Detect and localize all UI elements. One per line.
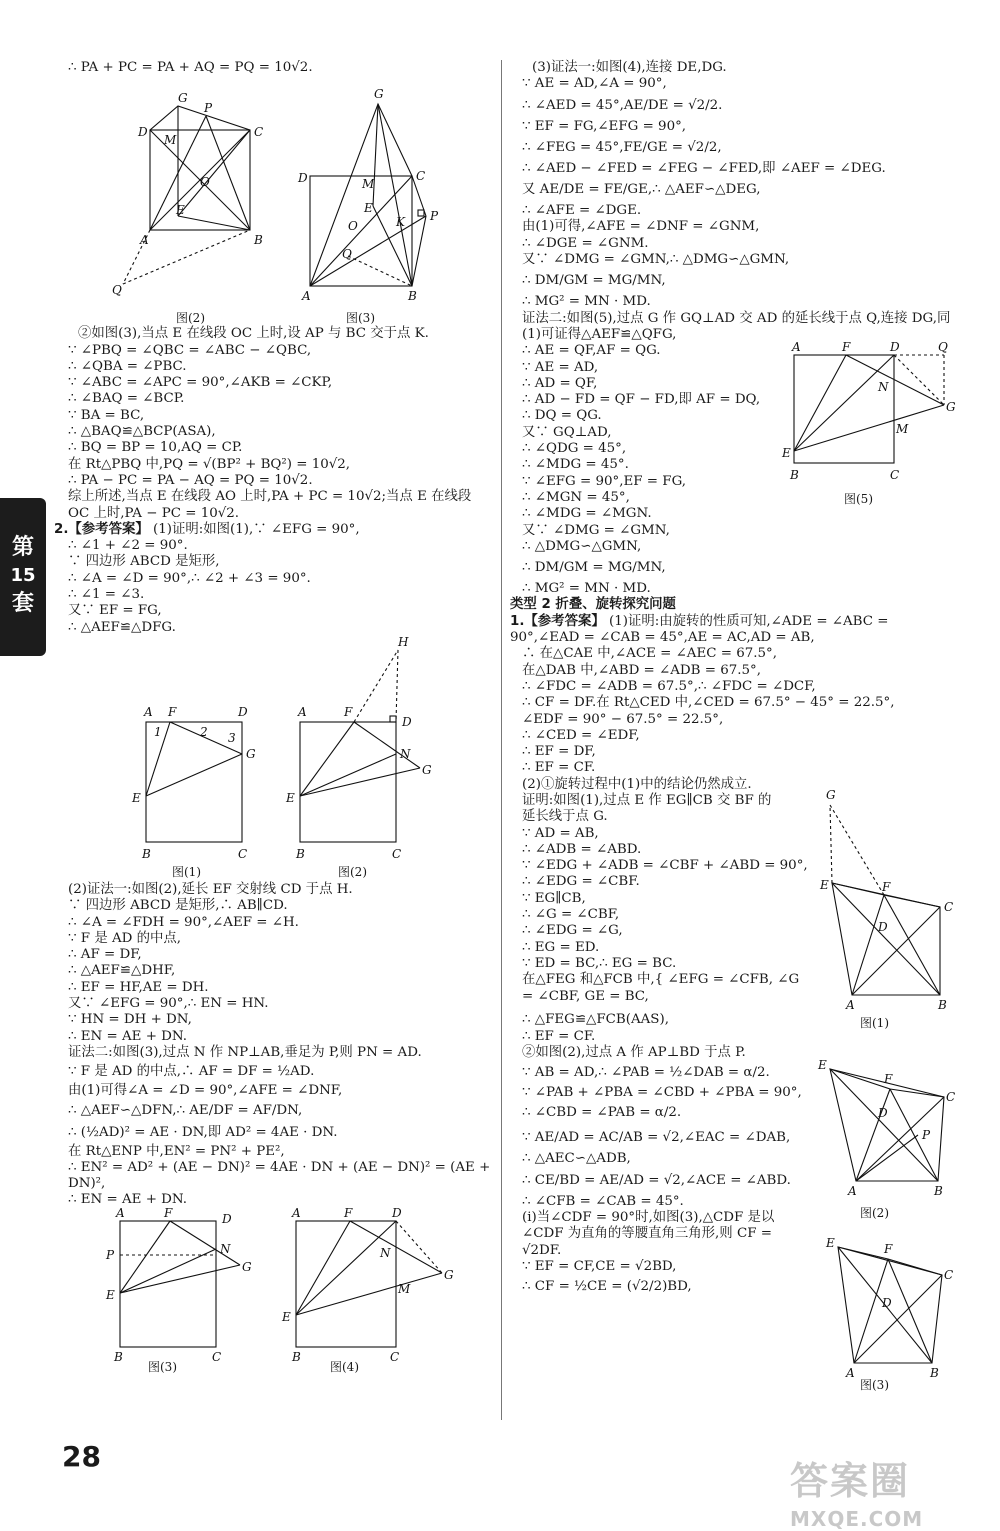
text-line: ∵ EF = FG,∠EFG = 90°,: [522, 118, 687, 134]
svg-text:G: G: [178, 91, 188, 106]
svg-text:G: G: [422, 762, 432, 777]
text-line: 证明:如图(1),过点 E 作 EG∥CB 交 BF 的: [522, 792, 772, 808]
svg-text:3: 3: [228, 730, 236, 745]
rotation-figure-1: [822, 785, 962, 1035]
text-line: ∴ MG² = MN · MD.: [522, 294, 651, 310]
text-line: ∵ HN = DH + DN,: [68, 1012, 192, 1028]
svg-text:P: P: [430, 209, 439, 224]
tab-char: 第: [11, 535, 34, 560]
text-line: ∴ EF = CF.: [522, 1028, 596, 1044]
text-line: ∴ △AEC∽△ADB,: [522, 1151, 631, 1167]
text-line: ∵ ∠PBQ = ∠QBC = ∠ABC − ∠QBC,: [68, 342, 312, 358]
svg-text:C: C: [416, 169, 426, 184]
text-line: 又∵ ∠EFG = 90°,∴ EN = HN.: [68, 996, 269, 1012]
text-line: 在△FEG 和△FCB 中,{ ∠EFG = ∠CFB, ∠G = ∠CBF, GE = BC,: [522, 972, 800, 1004]
svg-text:B: B: [790, 468, 799, 483]
text-line: ∴ AE = QF,AF = QG.: [522, 343, 661, 359]
figure-caption: 图(3): [346, 311, 375, 326]
svg-text:B: B: [296, 846, 305, 861]
svg-text:P: P: [922, 1127, 931, 1142]
right-column: [510, 60, 962, 1392]
text-line: ∵ ∠EFG = 90°,EF = FG,: [522, 473, 687, 489]
text-line: ∴ MG² = MN · MD.: [522, 581, 651, 597]
svg-text:C: C: [944, 1267, 954, 1282]
text-line: ∵ AB = AD,∴ ∠PAB = ½∠DAB = α/2.: [522, 1065, 770, 1081]
svg-text:A: A: [140, 233, 149, 248]
text-line: 在 Rt△ENP 中,EN² = PN² + PE²,: [68, 1143, 285, 1159]
text-line: ∴ ∠EDG = ∠G,: [522, 923, 623, 939]
svg-text:D: D: [238, 704, 248, 719]
text-line: ∴ △AEF≌△DFG.: [68, 619, 176, 635]
svg-text:1: 1: [154, 724, 162, 739]
text-line: ∴ ∠AED − ∠FED = ∠FEG − ∠FED,即 ∠AEF = ∠DEG.: [522, 160, 886, 176]
text-line: ∠CDF 为直角的等腰直角三角形,则 CF =: [522, 1226, 772, 1242]
figure-caption: 图(2): [338, 864, 367, 879]
text-line: ∴ ∠MDG = ∠MGN.: [522, 506, 652, 522]
text-line: 又∵ GQ⊥AD,: [522, 424, 612, 440]
svg-text:B: B: [114, 1349, 123, 1364]
text-line: ∴ △AEF≌△DHF,: [68, 963, 176, 979]
text-line: ∴ EG = ED.: [522, 939, 600, 955]
svg-text:C: C: [392, 846, 402, 861]
text-line: ∠EDF = 90° − 67.5° = 22.5°,: [522, 711, 724, 727]
svg-text:E: E: [106, 1287, 115, 1302]
text-line: ∴ AD − FD = QF − FD,即 AF = DQ,: [522, 392, 761, 408]
svg-text:G: G: [374, 87, 384, 102]
svg-text:D: D: [392, 1205, 402, 1220]
svg-text:M: M: [896, 422, 909, 437]
text-line: ∴ ∠QBA = ∠PBC.: [68, 358, 187, 374]
text-line: ∴ EF = DF,: [522, 744, 596, 760]
svg-text:B: B: [934, 1183, 943, 1198]
text-line: ∵ AD = AB,: [522, 825, 599, 841]
text-line: ∴ △DMG∽△GMN,: [522, 538, 642, 554]
text-line: ∴ EN² = AD² + (AE − DN)² = 4AE · DN + (AE − DN)² = (AE + DN)²,: [68, 1159, 491, 1192]
text-line: 又 AE/DE = FE/GE,∴ △AEF∽△DEG,: [522, 182, 761, 198]
text-line: ∵ ∠PAB + ∠PBA = ∠CBD + ∠PBA = 90°,: [522, 1085, 802, 1101]
svg-text:E: E: [286, 790, 295, 805]
text-line: ∵ 四边形 ABCD 是矩形,∴ AB∥CD.: [68, 898, 288, 914]
svg-text:A: A: [792, 340, 801, 355]
text-line: ∴ AD = QF,: [522, 375, 598, 391]
svg-text:H: H: [398, 634, 409, 649]
svg-text:N: N: [400, 746, 411, 761]
svg-text:N: N: [380, 1245, 391, 1260]
text-line: ∴ ∠CBD = ∠PAB = α/2.: [522, 1105, 682, 1121]
text-line: ∵ F 是 AD 的中点,: [68, 930, 182, 946]
text-line: ∴ EF = HF,AE = DH.: [68, 979, 209, 995]
figures-3-4-bottom: [68, 1205, 493, 1379]
text-line: ②如图(3),当点 E 在线段 OC 上时,设 AP 与 BC 交于点 K.: [78, 326, 429, 342]
svg-text:C: C: [254, 125, 264, 140]
text-line: ∵ ∠ABC = ∠APC = 90°,∠AKB = ∠CKP,: [68, 375, 333, 391]
watermark-logo: [790, 1450, 990, 1531]
text-line: 证法二:如图(5),过点 G 作 GQ⊥AD 交 AD 的延长线于点 Q,连接 DG,同(1)可证得△AEF≌△QFG,: [522, 310, 951, 342]
text-line: ∴ ∠EDG = ∠CBF.: [522, 874, 640, 890]
text-line: ∴ PA + PC = PA + AQ = PQ = 10√2.: [68, 60, 313, 75]
svg-text:A: A: [144, 704, 153, 719]
answer-label: 2.【参考答案】: [54, 521, 149, 537]
text-line: ∵ AE/AD = AC/AB = √2,∠EAC = ∠DAB,: [522, 1130, 791, 1146]
svg-text:B: B: [938, 997, 947, 1012]
text-line: ∴ ∠FEG = 45°,FE/GE = √2/2,: [522, 139, 722, 155]
figures-1-2-mid: [68, 636, 493, 882]
tab-char: 套: [11, 591, 34, 616]
text-line: ∵ EG∥CB,: [522, 890, 586, 906]
text-line: ∴ ∠FDC = ∠ADB = 67.5°,∴ ∠FDC = ∠DCF,: [522, 678, 816, 694]
svg-text:B: B: [408, 289, 417, 304]
text-line: ∴ ∠QDG = 45°,: [522, 441, 627, 457]
text-line: ∵ ED = BC,∴ EG = BC.: [522, 955, 677, 971]
text-line: 又∵ ∠DMG = ∠GMN,: [522, 522, 670, 538]
svg-text:C: C: [890, 468, 900, 483]
text-line: ∴ ∠AED = 45°,AE/DE = √2/2.: [522, 97, 723, 113]
svg-text:A: A: [846, 1365, 855, 1380]
text-line: ∴ ∠1 + ∠2 = 90°.: [68, 538, 188, 554]
text-line: ∴ EN = AE + DN.: [68, 1028, 188, 1044]
text-line: ∴ CF = ½CE = (√2/2)BD,: [522, 1279, 692, 1295]
svg-text:G: G: [444, 1267, 454, 1282]
text-line: ∵ BA = BC,: [68, 407, 145, 423]
figure-caption: 图(3): [148, 1359, 177, 1374]
svg-text:K: K: [396, 215, 405, 230]
svg-text:D: D: [138, 125, 148, 140]
svg-text:A: A: [846, 997, 855, 1012]
svg-text:F: F: [164, 1205, 173, 1220]
svg-text:G: G: [242, 1259, 252, 1274]
svg-text:F: F: [842, 340, 851, 355]
svg-text:M: M: [362, 177, 375, 192]
text-line: 延长线于点 G.: [522, 809, 608, 825]
svg-text:A: A: [302, 289, 311, 304]
text-line: ∴ ∠MDG = 45°.: [522, 457, 629, 473]
svg-text:M: M: [164, 133, 177, 148]
svg-text:O: O: [348, 219, 358, 234]
text-line: ∴ BQ = BP = 10,AQ = CP.: [68, 440, 243, 456]
text-line: 在 Rt△PBQ 中,PQ = √(BP² + BQ²) = 10√2,: [68, 456, 351, 472]
text-line: ∴ △FEG≌△FCB(AAS),: [522, 1012, 669, 1028]
text-line: ∵ AE = AD,: [522, 359, 599, 375]
svg-text:Q: Q: [112, 283, 122, 298]
svg-text:E: E: [818, 1057, 827, 1072]
svg-text:E: E: [826, 1235, 835, 1250]
figure-caption: 图(2): [176, 311, 205, 326]
text-line: (3)证法一:如图(4),连接 DE,DG.: [532, 60, 727, 75]
text-line: ②如图(2),过点 A 作 AP⊥BD 于点 P.: [522, 1044, 746, 1060]
text-line: ∴ △AEF∽△DFN,∴ AE/DF = AF/DN,: [68, 1102, 303, 1118]
text-line: ∴ ∠CFB = ∠CAB = 45°.: [522, 1193, 684, 1209]
svg-text:O: O: [200, 175, 210, 190]
answer-text: (1)证明:由旋转的性质可知,∠ADE = ∠ABC = 90°,∠EAD = ∠CAB = 45°,AE = AC,AD = AB,: [510, 613, 889, 646]
text-line: ∵ AE = AD,∠A = 90°,: [522, 76, 667, 92]
svg-text:D: D: [402, 714, 412, 729]
svg-text:G: G: [246, 746, 256, 761]
text-line: 又∵ EF = FG,: [68, 603, 162, 619]
figure-caption: 图(3): [860, 1377, 889, 1392]
svg-text:D: D: [878, 919, 888, 934]
column-divider: [501, 60, 502, 1420]
svg-text:2: 2: [200, 724, 208, 739]
svg-text:Q: Q: [342, 247, 352, 262]
text-line: (2)①旋转过程中(1)中的结论仍然成立.: [522, 776, 752, 792]
text-line: ∴ ∠BAQ = ∠BCP.: [68, 391, 185, 407]
svg-text:F: F: [882, 879, 891, 894]
text-line: ∵ ∠EDG + ∠ADB = ∠CBF + ∠ABD = 90°,: [522, 858, 808, 874]
svg-text:B: B: [292, 1349, 301, 1364]
svg-text:C: C: [944, 899, 954, 914]
text-line: 在△DAB 中,∠ABD = ∠ADB = 67.5°,: [522, 662, 762, 678]
svg-text:F: F: [344, 1205, 353, 1220]
text-line: ∴ DQ = QG.: [522, 408, 602, 424]
answer-text: (1)证明:如图(1),∵ ∠EFG = 90°,: [153, 521, 360, 537]
figure-caption: 图(1): [172, 864, 201, 879]
svg-text:C: C: [212, 1349, 222, 1364]
section-title: 类型 2 折叠、旋转探究问题: [510, 597, 676, 613]
svg-text:A: A: [298, 704, 307, 719]
svg-text:E: E: [782, 446, 791, 461]
svg-text:M: M: [398, 1281, 411, 1296]
text-line: (i)当∠CDF = 90°时,如图(3),△CDF 是以: [522, 1210, 775, 1226]
svg-text:P: P: [106, 1247, 115, 1262]
svg-text:F: F: [884, 1071, 893, 1086]
figure-caption: 图(2): [860, 1205, 889, 1220]
svg-text:E: E: [282, 1309, 291, 1324]
text-line: ∴ ∠AFE = ∠DGE.: [522, 203, 642, 219]
text-line: ∴ 在△CAE 中,∠ACE = ∠AEC = 67.5°,: [522, 646, 777, 662]
proof-2-block: [522, 340, 962, 597]
svg-text:D: D: [222, 1211, 232, 1226]
question-1-header: [510, 614, 962, 647]
svg-text:E: E: [364, 201, 373, 216]
text-line: ∵ F 是 AD 的中点,∴ AF = DF = ½AD.: [68, 1064, 315, 1080]
text-line: ∴ ∠G = ∠CBF,: [522, 907, 620, 923]
text-line: 又∵ ∠DMG = ∠GMN,∴ △DMG∽△GMN,: [522, 252, 790, 268]
figure-5: [782, 340, 964, 513]
text-line: ∴ EN = AE + DN.: [68, 1192, 188, 1208]
text-line: ∴ CE/BD = AE/AD = √2,∠ACE = ∠ABD.: [522, 1172, 791, 1188]
text-line: ∵ 四边形 ABCD 是矩形,: [68, 554, 220, 570]
answer-label: 1.【参考答案】: [510, 613, 605, 629]
svg-text:E: E: [176, 203, 185, 218]
svg-text:A: A: [292, 1205, 301, 1220]
svg-text:G: G: [826, 787, 836, 802]
text-line: ∴ ∠CED = ∠EDF,: [522, 727, 640, 743]
set-number-tab: [0, 498, 46, 656]
svg-text:G: G: [946, 400, 956, 415]
text-line: ∴ ∠A = ∠FDH = 90°,∠AEF = ∠H.: [68, 914, 299, 930]
figure-caption: 图(1): [860, 1015, 889, 1030]
svg-text:D: D: [298, 171, 308, 186]
text-line: ∴ ∠ADB = ∠ABD.: [522, 841, 642, 857]
svg-text:C: C: [238, 846, 248, 861]
text-line: ∴ DM/GM = MG/MN,: [522, 560, 666, 576]
text-line: 由(1)可得,∠AFE = ∠DNF = ∠GNM,: [522, 219, 760, 235]
text-line: 由(1)可得∠A = ∠D = 90°,∠AFE = ∠DNF,: [68, 1083, 343, 1099]
rotation-figure-3: [826, 1235, 962, 1392]
rotation-figure-2: [818, 1055, 962, 1225]
text-line: 证法二:如图(3),过点 N 作 NP⊥AB,垂足为 P,则 PN = AD.: [68, 1044, 422, 1060]
text-line: ∴ AF = DF,: [68, 947, 142, 963]
svg-text:C: C: [946, 1089, 956, 1104]
text-line: ∴ ∠MGN = 45°,: [522, 489, 630, 505]
text-line: ∴ EF = CF.: [522, 760, 596, 776]
text-line: ∴ DM/GM = MG/MN,: [522, 273, 666, 289]
text-line: ∴ PA − PC = PA − AQ = PQ = 10√2.: [68, 472, 313, 488]
text-line: ∴ (½AD)² = AE · DN,即 AD² = 4AE · DN.: [68, 1124, 338, 1140]
svg-text:E: E: [820, 877, 829, 892]
svg-text:F: F: [344, 704, 353, 719]
text-line: ∴ ∠DGE = ∠GNM.: [522, 235, 649, 251]
svg-text:B: B: [142, 846, 151, 861]
text-line: ∵ EF = CF,CE = √2BD,: [522, 1258, 677, 1274]
svg-text:N: N: [878, 380, 889, 395]
page-number: 28: [62, 1440, 101, 1473]
text-line: 综上所述,当点 E 在线段 AO 上时,PA + PC = 10√2;当点 E 在线段 OC 上时,PA − PC = 10√2.: [68, 489, 472, 521]
svg-text:Q: Q: [938, 340, 948, 355]
svg-text:D: D: [882, 1295, 892, 1310]
watermark-url: MXQE.COM: [790, 1507, 924, 1531]
figure-caption: 图(4): [330, 1359, 359, 1374]
svg-text:F: F: [884, 1241, 893, 1256]
svg-text:N: N: [220, 1241, 231, 1256]
text-line: ∴ ∠1 = ∠3.: [68, 587, 145, 603]
svg-text:P: P: [204, 101, 213, 116]
svg-text:D: D: [878, 1105, 888, 1120]
question-2-header: [54, 522, 493, 538]
svg-text:E: E: [132, 790, 141, 805]
text-line: ∴ CF = DF.在 Rt△CED 中,∠CED = 67.5° − 45° = 22.5°,: [522, 695, 895, 711]
figures-2-3: [68, 76, 493, 326]
svg-text:C: C: [390, 1349, 400, 1364]
text-line: ∴ △BAQ≌△BCP(ASA),: [68, 424, 216, 440]
rotation-proof-block: [522, 787, 962, 1392]
text-line: ∴ ∠A = ∠D = 90°,∴ ∠2 + ∠3 = 90°.: [68, 570, 311, 586]
svg-text:F: F: [168, 704, 177, 719]
left-column: [54, 60, 493, 1379]
svg-text:B: B: [930, 1365, 939, 1380]
tab-number: 15: [10, 565, 36, 586]
watermark-text: 答案圈: [790, 1459, 911, 1503]
svg-text:D: D: [890, 340, 900, 355]
figure-caption: 图(5): [844, 492, 873, 507]
svg-text:A: A: [116, 1205, 125, 1220]
svg-text:B: B: [254, 233, 263, 248]
text-line: √2DF.: [522, 1242, 562, 1258]
svg-text:A: A: [848, 1183, 857, 1198]
text-line: (2)证法一:如图(2),延长 EF 交射线 CD 于点 H.: [68, 881, 353, 897]
